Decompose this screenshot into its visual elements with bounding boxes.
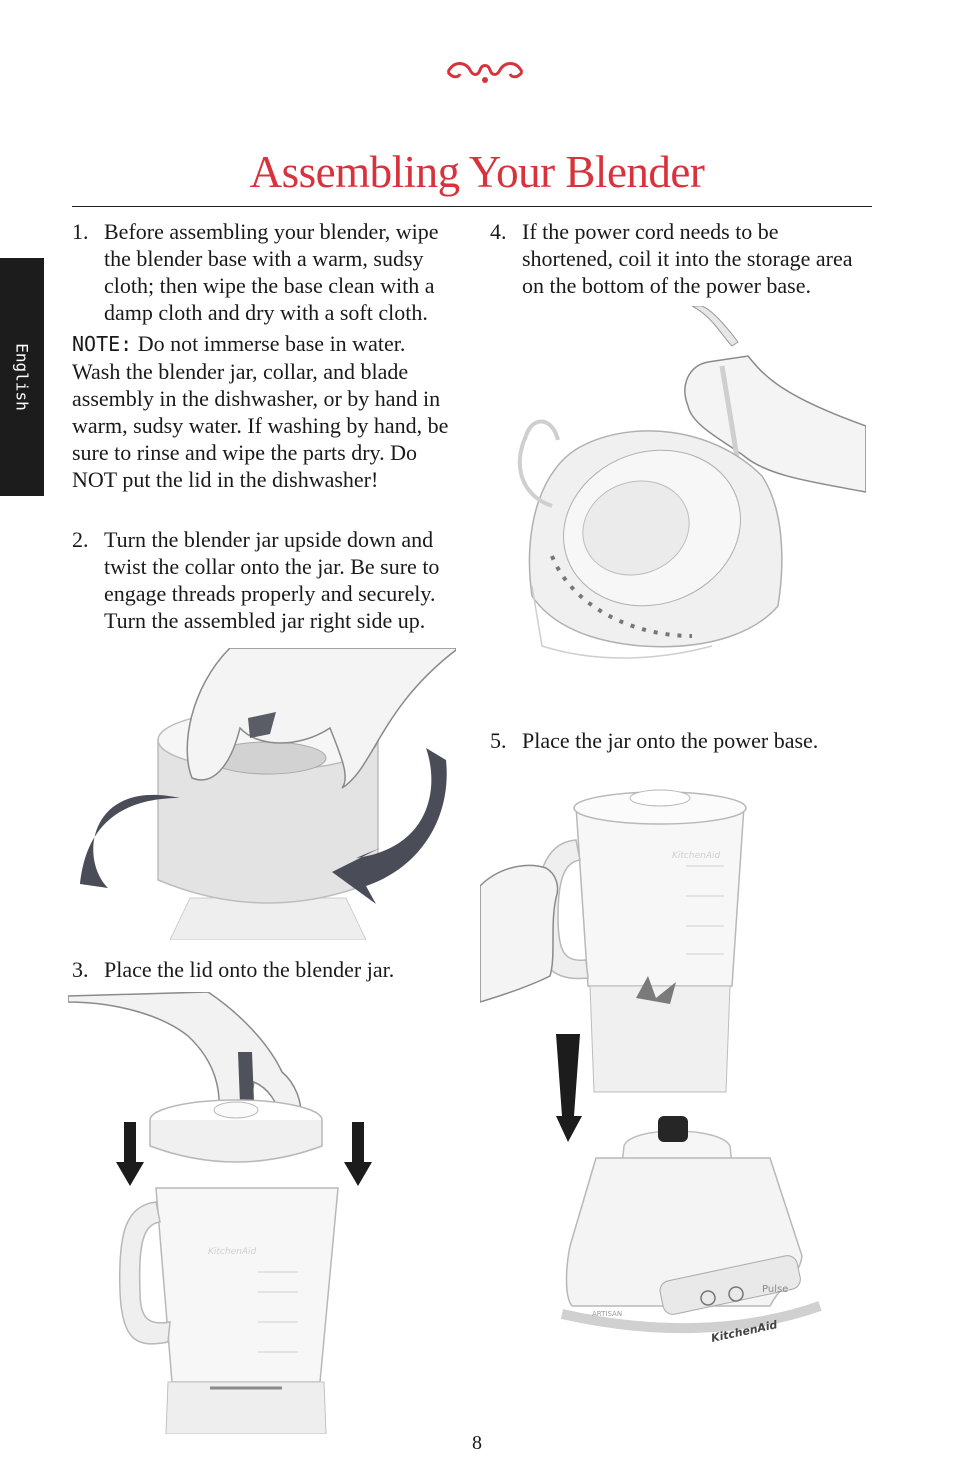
step-1 bbox=[72, 218, 456, 326]
step-number: 1. bbox=[72, 219, 89, 244]
cord-storage-illustration bbox=[512, 306, 866, 662]
page-number: 8 bbox=[472, 1432, 482, 1454]
note bbox=[72, 330, 454, 493]
note-label: NOTE: bbox=[72, 332, 133, 356]
jar-brand-label-2: KitchenAid bbox=[672, 851, 721, 861]
collar-twist-illustration bbox=[80, 648, 456, 940]
step-text: Place the lid onto the blender jar. bbox=[104, 957, 395, 982]
ornament-icon bbox=[440, 52, 530, 88]
lid-placement-illustration bbox=[68, 992, 388, 1434]
step-5 bbox=[490, 727, 870, 754]
step-text: Turn the blender jar upside down and twist the collar onto the jar. Be sure to engage threads properly and securely. Turn the assembled jar right side up. bbox=[104, 527, 440, 633]
step-number: 3. bbox=[72, 957, 89, 982]
step-2 bbox=[72, 526, 456, 634]
step-number: 4. bbox=[490, 219, 507, 244]
jar-brand-label: KitchenAid bbox=[208, 1247, 257, 1257]
language-tab bbox=[0, 258, 44, 496]
note-text: Do not immerse base in water. Wash the blender jar, collar, and blade assembly in the dishwasher, or by hand in warm, sudsy water. If washing by hand, be sure to rinse and wipe the parts dry. Do NOT put the lid in the dishwasher! bbox=[72, 331, 449, 492]
jar-on-base-illustration bbox=[480, 786, 832, 1356]
step-number: 2. bbox=[72, 527, 89, 552]
language-tab-label: English bbox=[12, 343, 32, 411]
step-4 bbox=[490, 218, 870, 299]
step-text: Place the jar onto the power base. bbox=[522, 728, 819, 753]
step-number: 5. bbox=[490, 728, 507, 753]
base-model-label: ARTISAN bbox=[592, 1310, 623, 1318]
pulse-label: Pulse bbox=[762, 1284, 789, 1295]
page-title: Assembling Your Blender bbox=[249, 147, 705, 197]
step-text: If the power cord needs to be shortened, coil it into the storage area on the bottom of the power base. bbox=[522, 219, 853, 298]
step-3 bbox=[72, 956, 456, 983]
base-brand-label: KitchenAid bbox=[709, 1318, 779, 1345]
title-divider bbox=[72, 206, 872, 207]
step-text: Before assembling your blender, wipe the blender base with a warm, sudsy cloth; then wipe the base clean with a damp cloth and dry with a soft cloth. bbox=[104, 219, 439, 325]
